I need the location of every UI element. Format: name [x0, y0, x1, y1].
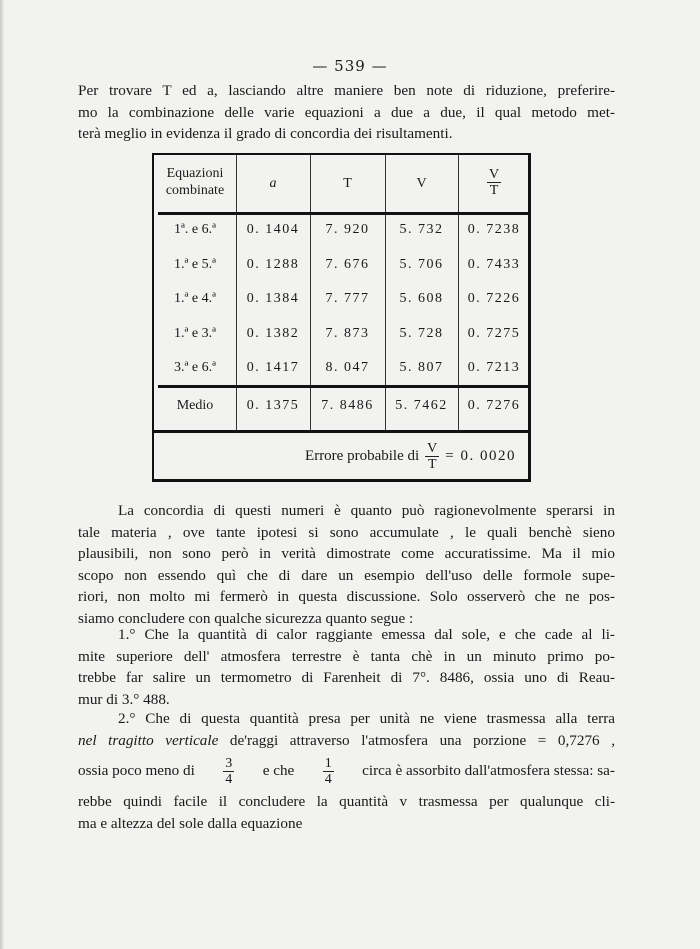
page-number: — 539 — [312, 57, 388, 75]
text-line: ma e altezza del sole dalla equazione [78, 814, 303, 832]
text-line: mur di 3.° 488. [78, 690, 170, 708]
medio-VT: 0. 7276 [467, 398, 521, 413]
text-line: riori, non molto mi fermerò in questa discussione. Solo osserverò che ne pos- [78, 588, 615, 605]
errore-probabile [305, 441, 516, 472]
text-line: 2.° Che di questa quantità presa per unità ne viene trasmessa alla terra [118, 710, 615, 727]
text-line: trebbe far salire un termometro di Farenheit di 7°. 8486, ossia uno di Reau- [78, 669, 615, 686]
text-span: circa è assorbito dall'atmosfera stessa: sa- [362, 762, 615, 780]
cell-V: 5. 706 [399, 256, 444, 272]
medio-label: Medio [176, 398, 214, 413]
text-line: mite superiore dell' atmosfera terrestre è tanta chè in un minuto primo po- [78, 647, 615, 665]
header-a: a [269, 176, 277, 191]
cell-VT: 0. 7275 [467, 325, 521, 341]
cell-VT: 0. 7238 [467, 222, 521, 237]
header-equazioni [154, 165, 236, 199]
cell-eq: 1ª. e 6.ª [174, 222, 216, 237]
italic-phrase: nel tragitto verticale [78, 731, 219, 749]
cell-a: 0. 1288 [246, 256, 300, 272]
cell-eq: 1.ª e 3.ª [174, 325, 216, 341]
header-V: V [416, 176, 427, 191]
paragraph-point-1 [78, 624, 615, 710]
fraction-denominator: 4 [324, 771, 332, 787]
text-line: scopo non essendo quì che di dare un esempio dell'uso delle formole supe- [78, 566, 615, 584]
medio-V: 5. 7462 [395, 398, 448, 413]
text-line-with-fractions [78, 751, 615, 791]
text-line: mo la combinazione delle varie equazioni a due a due, il qual metodo met- [78, 103, 615, 121]
text-span: de'raggi attraverso l'atmosfera una porzione = 0,7276 , [218, 731, 615, 749]
cell-T: 7. 676 [325, 256, 370, 272]
cell-T: 7. 873 [325, 325, 370, 341]
cell-VT: 0. 7226 [467, 291, 521, 306]
fraction-numerator: 1 [324, 755, 332, 771]
fraction-denominator: T [427, 457, 437, 472]
header-V-over-T [458, 165, 530, 199]
text-line [78, 730, 615, 752]
cell-eq: 3.ª e 6.ª [174, 360, 216, 375]
errore-value: = 0. 0020 [445, 448, 516, 464]
fraction [487, 167, 501, 198]
fraction-denominator: 4 [225, 771, 233, 787]
cell-VT: 0. 7213 [467, 360, 521, 375]
header-rule [158, 212, 528, 215]
text-line: siamo concludere con qualche sicurezza quanto segue : [78, 609, 414, 627]
header-equazioni-line1: Equazioni [166, 166, 224, 181]
cell-eq: 1.ª e 5.ª [174, 256, 216, 272]
cell-T: 7. 777 [325, 291, 370, 306]
fraction-three-quarters [223, 756, 234, 787]
intro-paragraph [78, 80, 615, 145]
medio-a: 0. 1375 [246, 398, 300, 413]
paragraph-point-2 [78, 708, 615, 834]
fraction-denominator: T [489, 182, 499, 198]
cell-a: 0. 1382 [246, 325, 300, 341]
fraction-numerator: V [427, 441, 438, 456]
fraction-numerator: 3 [225, 755, 233, 771]
text-line: plausibili, non sono però in verità dimostrate come accuratissime. Ma il mio [78, 545, 615, 562]
fraction-numerator: V [488, 166, 500, 182]
paragraph-concordia [78, 500, 615, 629]
cell-a: 0. 1384 [246, 291, 300, 306]
text-line: 1.° Che la quantità di calor raggiante emessa dal sole, e che cade al li- [118, 626, 615, 643]
header-T: T [343, 176, 352, 191]
results-table [152, 153, 531, 482]
text-span: ossia poco meno di [78, 762, 195, 780]
cell-T: 7. 920 [325, 222, 370, 237]
cell-V: 5. 728 [399, 325, 444, 341]
cell-T: 8. 047 [325, 360, 370, 375]
text-span: e che [262, 762, 295, 780]
cell-V: 5. 732 [399, 222, 444, 237]
cell-a: 0. 1417 [246, 360, 300, 375]
page-edge [0, 0, 4, 949]
cell-eq: 1.ª e 4.ª [174, 291, 216, 306]
text-line: terà meglio in evidenza il grado di concordia dei risultamenti. [78, 125, 453, 142]
cell-a: 0. 1404 [246, 222, 300, 237]
fraction [425, 441, 439, 472]
errore-rule [154, 430, 530, 433]
text-line: La concordia di questi numeri è quanto può ragionevolmente sperarsi in [118, 502, 615, 519]
fraction-one-quarter [323, 756, 334, 787]
header-equazioni-line2: combinate [165, 183, 225, 198]
medio-rule [158, 385, 528, 388]
text-line: Per trovare T ed a, lasciando altre maniere ben note di riduzione, preferire- [78, 82, 615, 99]
cell-V: 5. 807 [399, 360, 444, 375]
cell-V: 5. 608 [399, 291, 444, 306]
cell-VT: 0. 7433 [467, 256, 521, 272]
medio-T: 7. 8486 [321, 398, 374, 413]
errore-label: Errore probabile di [305, 448, 420, 464]
text-line: rebbe quindi facile il concludere la quantità v trasmessa per qualunque cli- [78, 793, 615, 810]
text-line: tale materia , ove tante ipotesi si sono accumulate , le quali benchè sieno [78, 523, 615, 541]
